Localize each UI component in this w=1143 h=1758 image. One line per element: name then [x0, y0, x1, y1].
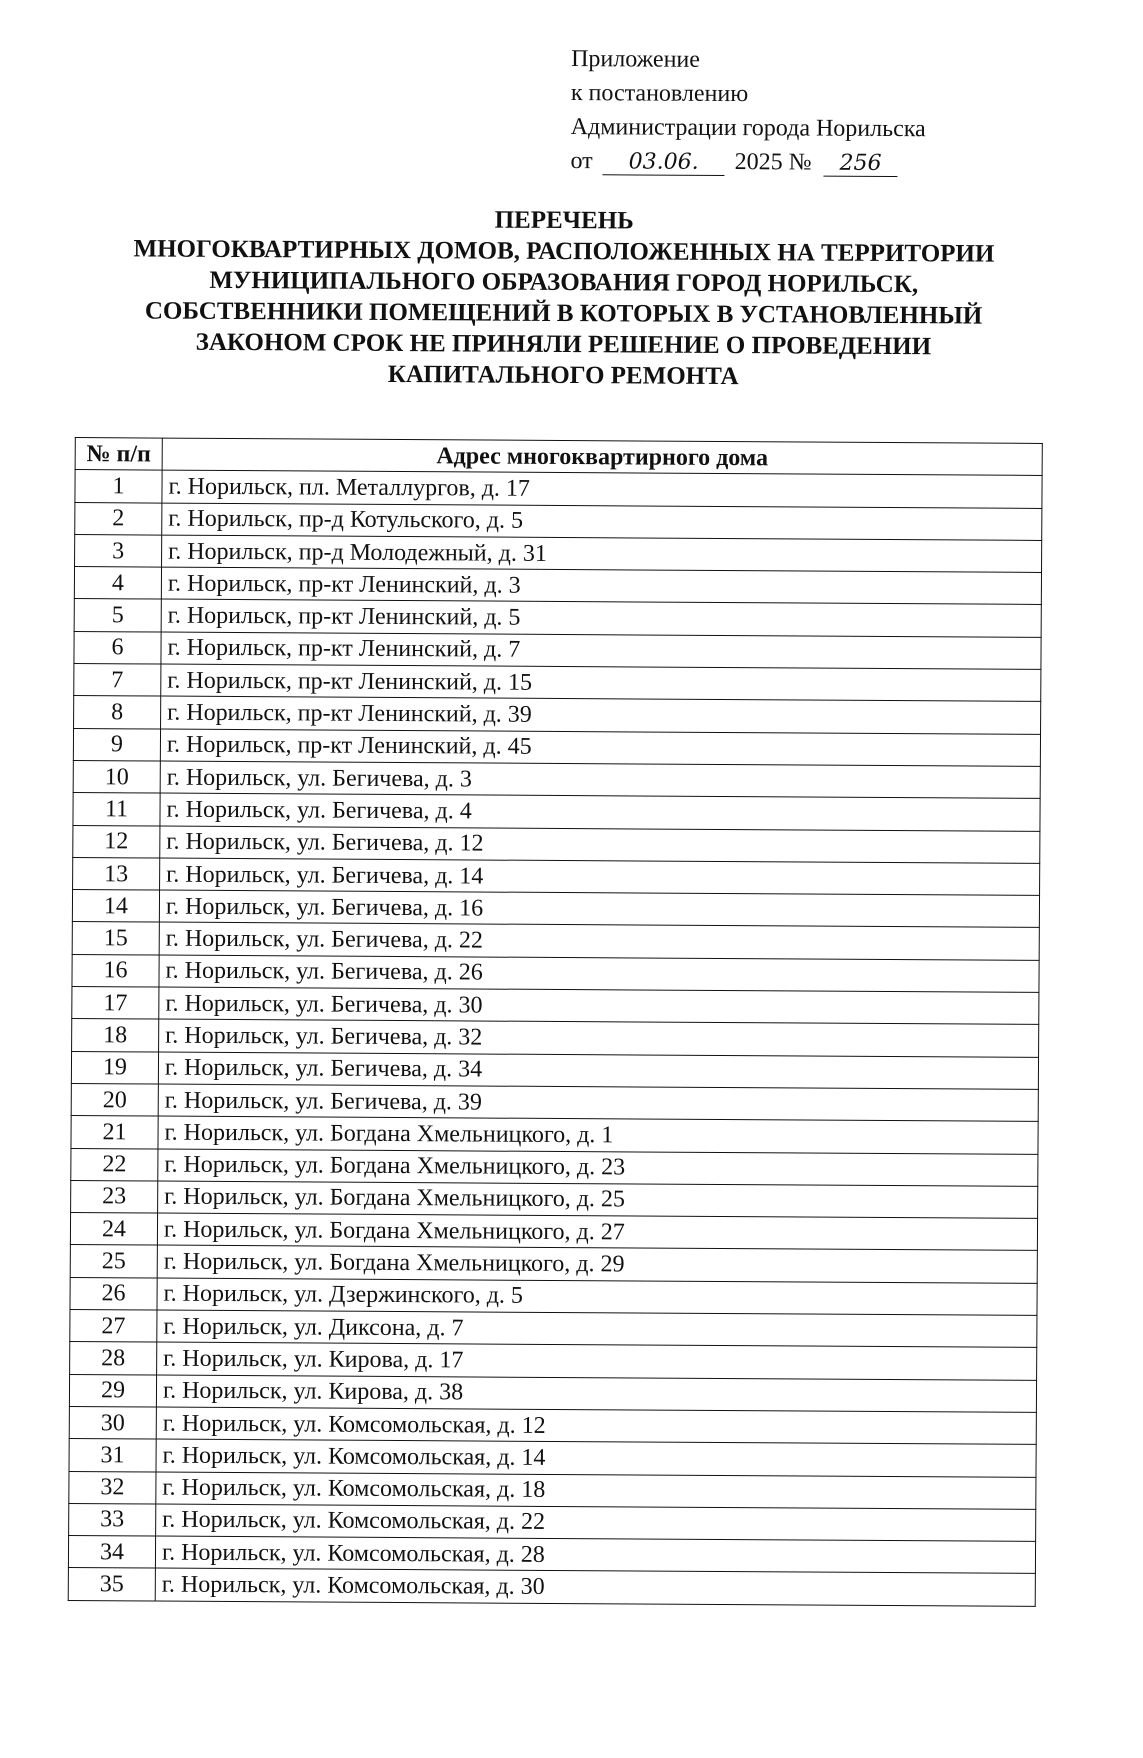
row-number: 22 — [71, 1148, 158, 1181]
row-number: 24 — [70, 1213, 157, 1246]
row-address: г. Норильск, пр-кт Ленинский, д. 3 — [161, 567, 1041, 605]
row-number: 7 — [74, 664, 161, 697]
row-address: г. Норильск, ул. Богдана Хмельницкого, д. 25 — [158, 1181, 1038, 1219]
buildings-table — [68, 437, 1043, 1607]
row-address: г. Норильск, ул. Бегичева, д. 12 — [160, 826, 1040, 864]
row-address: г. Норильск, ул. Бегичева, д. 22 — [159, 923, 1039, 961]
row-number: 29 — [69, 1374, 156, 1407]
appendix-line-2: к постановлению — [570, 80, 749, 108]
row-address: г. Норильск, ул. Богдана Хмельницкого, д. 23 — [158, 1149, 1038, 1187]
row-address: г. Норильск, ул. Бегичева, д. 3 — [160, 761, 1040, 799]
appendix-header — [570, 42, 926, 180]
row-number: 3 — [75, 534, 162, 567]
row-address: г. Норильск, ул. Богдана Хмельницкого, д. 29 — [157, 1245, 1037, 1283]
row-address: г. Норильск, пр-д Котульского, д. 5 — [162, 503, 1042, 541]
row-number: 25 — [70, 1245, 157, 1278]
handwritten-date: 03.06. — [603, 150, 725, 176]
row-number: 23 — [71, 1180, 158, 1213]
row-number: 27 — [70, 1310, 157, 1343]
row-address: г. Норильск, пр-кт Ленинский, д. 45 — [160, 729, 1040, 767]
row-number: 12 — [73, 825, 160, 858]
row-address: г. Норильск, ул. Бегичева, д. 34 — [158, 1052, 1038, 1090]
row-number: 8 — [74, 696, 161, 729]
row-number: 4 — [74, 567, 161, 600]
row-address: г. Норильск, ул. Комсомольская, д. 18 — [156, 1472, 1036, 1510]
row-address: г. Норильск, пр-д Молодежный, д. 31 — [162, 535, 1042, 573]
row-number: 11 — [73, 793, 160, 826]
title-line-3: МУНИЦИПАЛЬНОГО ОБРАЗОВАНИЯ ГОРОД НОРИЛЬСК, — [209, 266, 919, 299]
row-address: г. Норильск, ул. Бегичева, д. 26 — [159, 955, 1039, 993]
row-address: г. Норильск, ул. Комсомольская, д. 14 — [156, 1439, 1036, 1477]
row-number: 34 — [68, 1536, 155, 1569]
title-line-6: КАПИТАЛЬНОГО РЕМОНТА — [387, 360, 739, 391]
row-number: 32 — [69, 1471, 156, 1504]
title-line-2: МНОГОКВАРТИРНЫХ ДОМОВ, РАСПОЛОЖЕННЫХ НА ТЕРРИТОРИИ — [133, 235, 995, 268]
appendix-line-1: Приложение — [571, 46, 701, 73]
row-address: г. Норильск, ул. Бегичева, д. 32 — [159, 1019, 1039, 1057]
row-number: 28 — [70, 1342, 157, 1375]
row-address: г. Норильск, пл. Металлургов, д. 17 — [162, 470, 1042, 508]
row-address: г. Норильск, ул. Кирова, д. 38 — [156, 1375, 1036, 1413]
row-number: 33 — [69, 1503, 156, 1536]
title-line-4: СОБСТВЕННИКИ ПОМЕЩЕНИЙ В КОТОРЫХ В УСТАНОВЛЕННЫЙ — [144, 297, 983, 330]
row-number: 26 — [70, 1277, 157, 1310]
row-address: г. Норильск, ул. Бегичева, д. 14 — [160, 858, 1040, 896]
title-line-5: ЗАКОНОМ СРОК НЕ ПРИНЯЛИ РЕШЕНИЕ О ПРОВЕДЕНИИ — [195, 328, 932, 361]
appendix-line-3: Администрации города Норильска — [570, 114, 926, 143]
row-address: г. Норильск, ул. Бегичева, д. 16 — [159, 890, 1039, 928]
row-number: 21 — [71, 1116, 158, 1149]
row-number: 31 — [69, 1439, 156, 1472]
row-number: 30 — [69, 1406, 156, 1439]
row-address: г. Норильск, ул. Комсомольская, д. 30 — [155, 1568, 1035, 1606]
handwritten-number: 256 — [824, 152, 898, 177]
year-label: 2025 № — [734, 149, 812, 176]
header-address: Адрес многоквартирного дома — [162, 438, 1042, 476]
from-label: от — [570, 148, 593, 175]
row-address: г. Норильск, ул. Богдана Хмельницкого, д. 1 — [158, 1116, 1038, 1154]
row-address: г. Норильск, ул. Комсомольская, д. 22 — [156, 1504, 1036, 1542]
table-row — [68, 1568, 1035, 1606]
row-number: 17 — [72, 987, 159, 1020]
title-line-1: ПЕРЕЧЕНЬ — [494, 206, 634, 235]
row-number: 20 — [71, 1083, 158, 1116]
row-number: 16 — [72, 954, 159, 987]
row-address: г. Норильск, ул. Дзержинского, д. 5 — [157, 1278, 1037, 1316]
row-address: г. Норильск, ул. Бегичева, д. 39 — [158, 1084, 1038, 1122]
row-address: г. Норильск, ул. Диксона, д. 7 — [157, 1310, 1037, 1348]
row-number: 6 — [74, 631, 161, 664]
row-address: г. Норильск, ул. Бегичева, д. 30 — [159, 987, 1039, 1025]
document-title — [83, 202, 1044, 394]
row-address: г. Норильск, ул. Комсомольская, д. 28 — [155, 1536, 1035, 1574]
row-address: г. Норильск, пр-кт Ленинский, д. 7 — [161, 632, 1041, 670]
row-address: г. Норильск, ул. Комсомольская, д. 12 — [156, 1407, 1036, 1445]
row-number: 13 — [73, 857, 160, 890]
row-address: г. Норильск, пр-кт Ленинский, д. 5 — [161, 600, 1041, 638]
header-number: № п/п — [75, 438, 162, 471]
row-number: 18 — [72, 1019, 159, 1052]
row-number: 35 — [68, 1568, 155, 1601]
row-number: 9 — [73, 728, 160, 761]
row-address: г. Норильск, ул. Богдана Хмельницкого, д. 27 — [157, 1213, 1037, 1251]
row-number: 14 — [72, 890, 159, 923]
appendix-date-line — [570, 144, 925, 180]
row-number: 5 — [74, 599, 161, 632]
row-number: 19 — [71, 1051, 158, 1084]
row-address: г. Норильск, ул. Кирова, д. 17 — [157, 1342, 1037, 1380]
row-address: г. Норильск, ул. Бегичева, д. 4 — [160, 793, 1040, 831]
row-number: 1 — [75, 470, 162, 503]
table-body — [68, 470, 1042, 1606]
row-address: г. Норильск, пр-кт Ленинский, д. 39 — [161, 696, 1041, 734]
row-number: 2 — [75, 502, 162, 535]
row-number: 10 — [73, 760, 160, 793]
row-address: г. Норильск, пр-кт Ленинский, д. 15 — [161, 664, 1041, 702]
row-number: 15 — [72, 922, 159, 955]
